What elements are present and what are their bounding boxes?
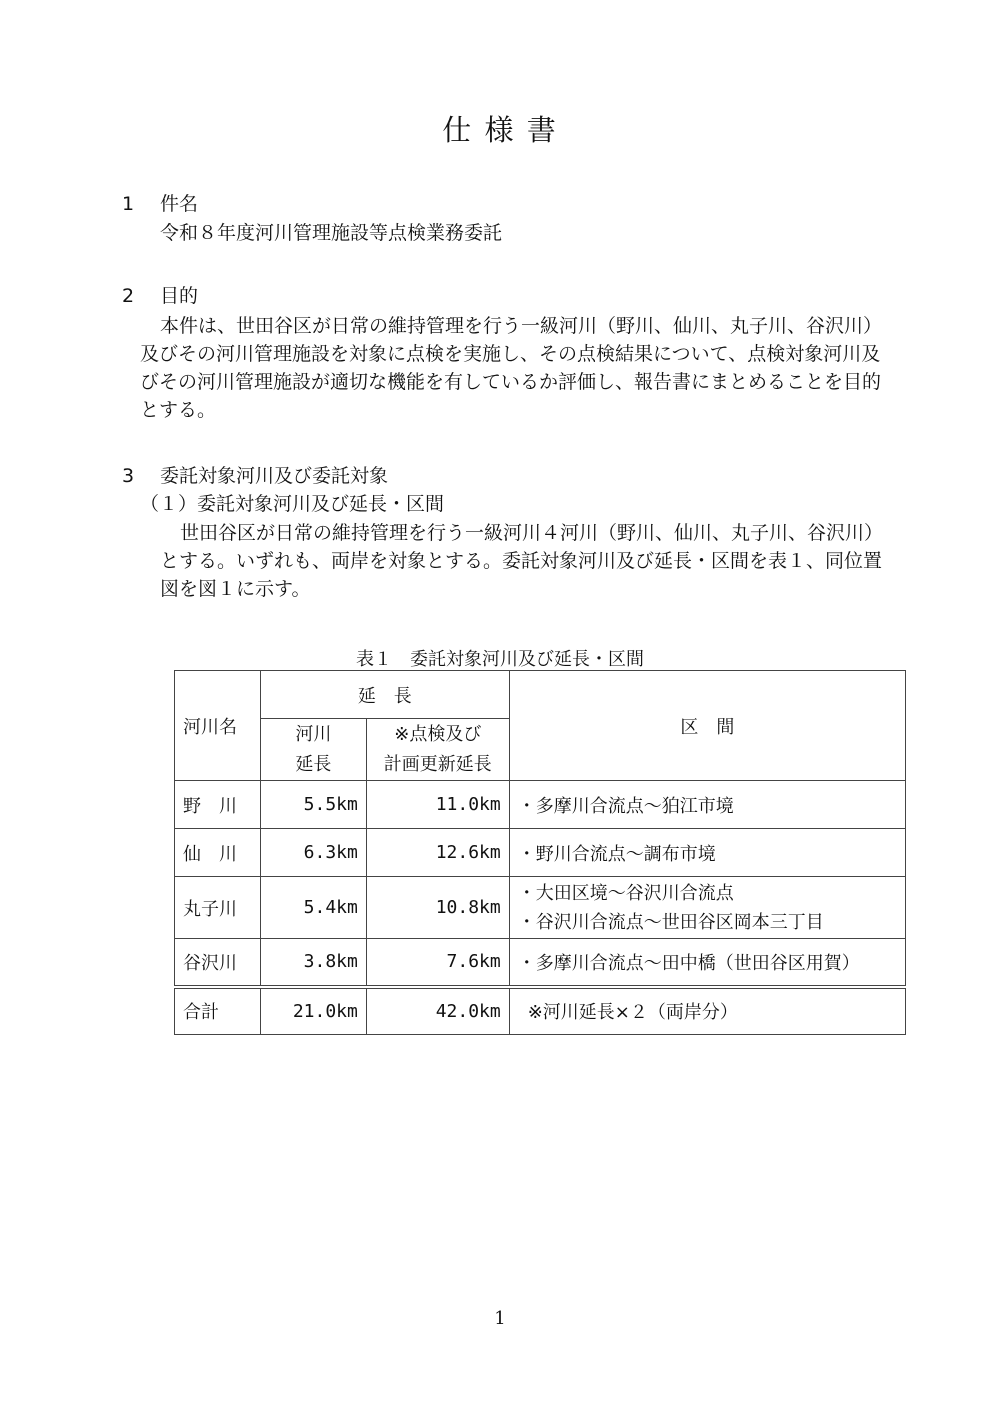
subsection-1-heading: （１）委託対象河川及び延長・区間 <box>140 493 445 515</box>
header-river-length <box>260 719 366 781</box>
section-1-heading <box>122 189 198 216</box>
river-name-cell: 仙 川 <box>175 829 261 877</box>
plan-length-cell: 7.6km <box>366 939 509 987</box>
section-3-heading <box>122 461 388 488</box>
paragraph-line: 本件は、世田谷区が日常の維持管理を行う一級河川（野川、仙川、丸子川、谷沢川） <box>160 315 883 337</box>
header-river-name: 河川名 <box>175 671 261 781</box>
section-3-title: 委託対象河川及び委託対象 <box>160 465 389 487</box>
total-plan-length-cell: 42.0km <box>366 987 509 1035</box>
total-note-cell: ※河川延長×２（両岸分） <box>509 987 905 1035</box>
section-cell: ・多摩川合流点～田中橋（世田谷区用賀） <box>509 939 905 987</box>
river-length-cell: 5.4km <box>260 877 366 939</box>
river-name-cell: 丸子川 <box>175 877 261 939</box>
section-line: ・大田区境～谷沢川合流点 <box>517 882 734 904</box>
document-title: 仕 様 書 <box>442 113 558 147</box>
table-caption: 表１ 委託対象河川及び延長・区間 <box>356 649 644 670</box>
section-cell: ・野川合流点～調布市境 <box>509 829 905 877</box>
section-line: ・谷沢川合流点～世田谷区岡本三丁目 <box>517 911 824 933</box>
header-plan-length <box>366 719 509 781</box>
table-row <box>175 781 906 829</box>
plan-length-cell: 12.6km <box>366 829 509 877</box>
section-cell: ・多摩川合流点～狛江市境 <box>509 781 905 829</box>
section-1-body: 令和８年度河川管理施設等点検業務委託 <box>160 222 503 244</box>
header-section: 区 間 <box>509 671 905 781</box>
table-row <box>175 829 906 877</box>
section-1-title: 件名 <box>160 193 199 215</box>
table-total-row <box>175 987 906 1035</box>
section-2-heading <box>122 281 198 308</box>
paragraph-line: 世田谷区が日常の維持管理を行う一級河川４河川（野川、仙川、丸子川、谷沢川） <box>180 522 884 544</box>
paragraph-line: 及びその河川管理施設を対象に点検を実施し、その点検結果について、点検対象河川及 <box>140 343 881 365</box>
section-2-number: 2 <box>122 285 135 307</box>
section-3-number: 3 <box>122 465 135 487</box>
river-length-cell: 5.5km <box>260 781 366 829</box>
table-header-row <box>175 671 906 719</box>
table-row <box>175 877 906 939</box>
river-name-cell: 谷沢川 <box>175 939 261 987</box>
river-table <box>174 670 906 1035</box>
plan-length-cell: 11.0km <box>366 781 509 829</box>
river-name-cell: 野 川 <box>175 781 261 829</box>
section-1-number: 1 <box>122 193 135 215</box>
river-length-cell: 6.3km <box>260 829 366 877</box>
paragraph-line: とする。 <box>140 399 217 421</box>
total-river-length-cell: 21.0km <box>260 987 366 1035</box>
header-plan-length-line1: ※点検及び <box>394 723 482 745</box>
section-2-title: 目的 <box>160 285 199 307</box>
paragraph-line: 図を図１に示す。 <box>160 578 311 600</box>
header-river-length-line2: 延長 <box>295 753 332 775</box>
header-plan-length-line2: 計画更新延長 <box>383 753 492 775</box>
plan-length-cell: 10.8km <box>366 877 509 939</box>
river-length-cell: 3.8km <box>260 939 366 987</box>
header-river-length-line1: 河川 <box>295 723 332 745</box>
table-row <box>175 939 906 987</box>
paragraph-line: とする。いずれも、両岸を対象とする。委託対象河川及び延長・区間を表１、同位置 <box>160 550 883 572</box>
section-2-paragraph <box>140 312 882 424</box>
total-label-cell: 合計 <box>175 987 261 1035</box>
header-length: 延 長 <box>260 671 509 719</box>
page-number: 1 <box>494 1308 506 1329</box>
section-3-paragraph <box>160 519 883 603</box>
section-cell <box>509 877 905 939</box>
paragraph-line: びその河川管理施設が適切な機能を有しているか評価し、報告書にまとめることを目的 <box>140 371 882 393</box>
